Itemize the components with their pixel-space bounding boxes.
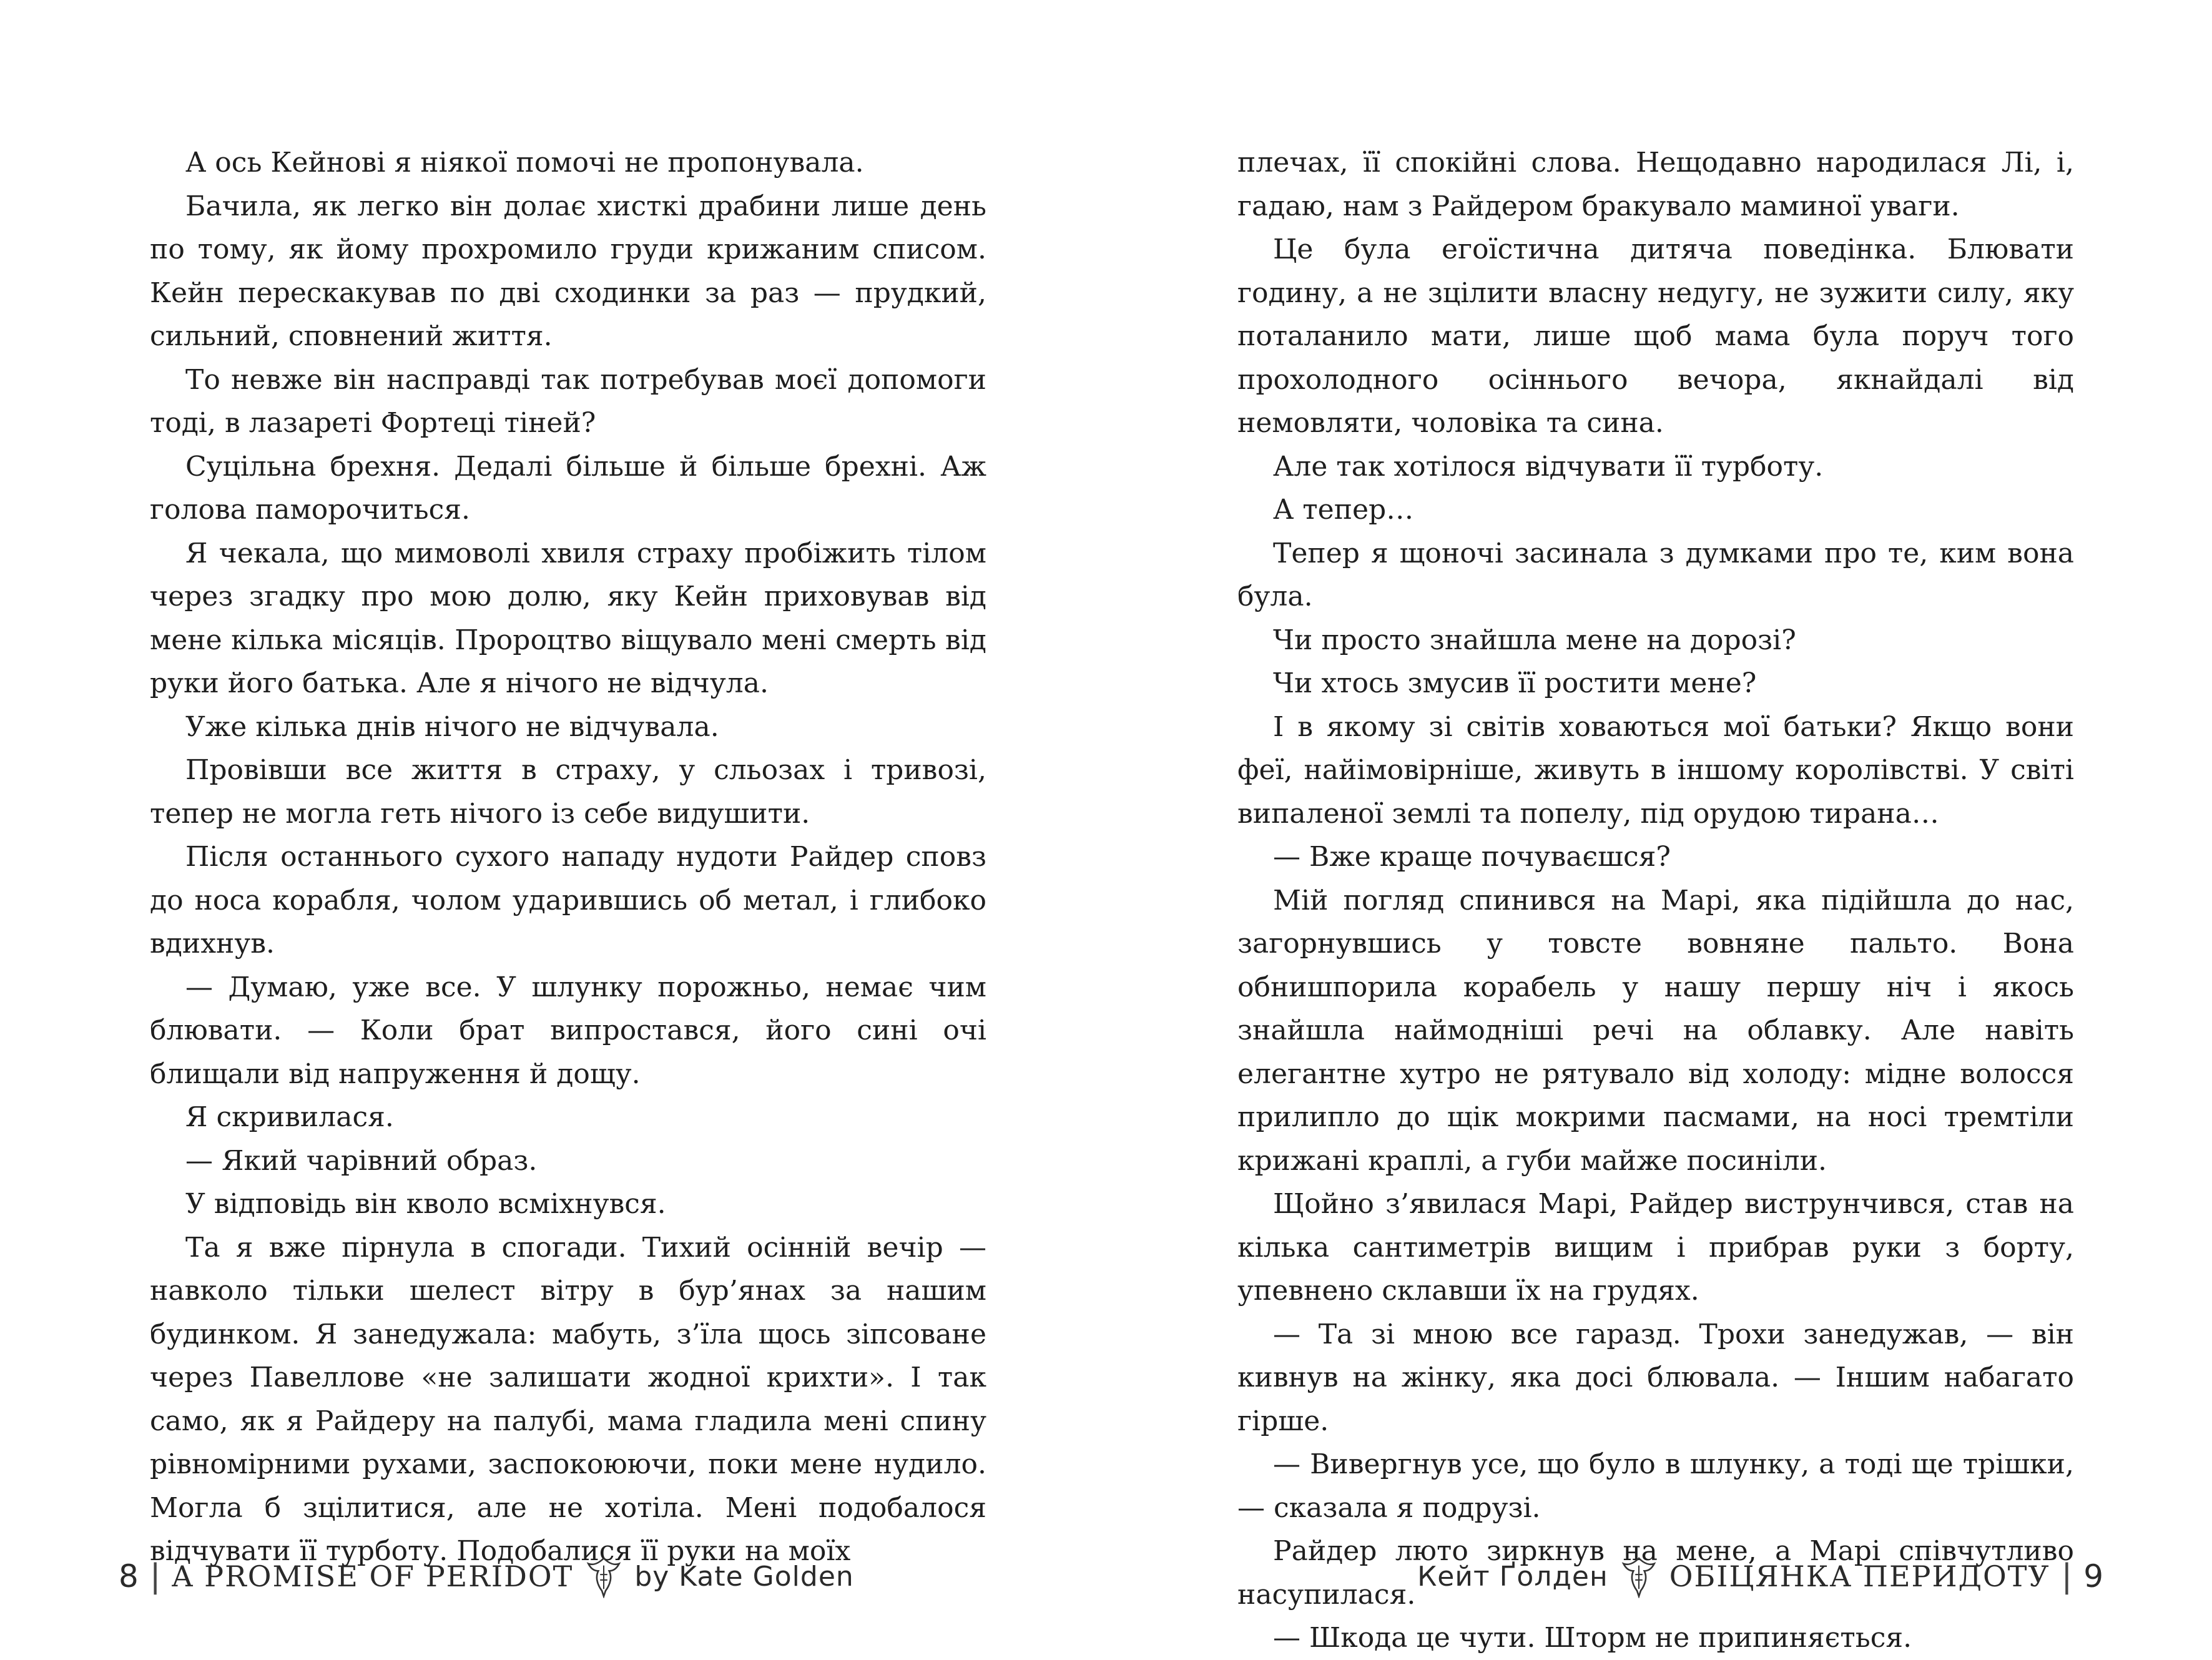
paragraph: Бачила, як легко він долає хисткі драбини лише день по тому, як йому прохромило груди крижаним списом. Кейн перескакував по дві сходинки за раз — прудкий, сильний, сповнений життя. bbox=[150, 190, 986, 352]
paragraph: Уже кілька днів нічого не відчувала. bbox=[185, 710, 719, 743]
paragraph: Райдер люто зиркнув на мене, а Марі співчутливо насупилася. bbox=[1237, 1535, 2074, 1611]
paragraph: Після останнього сухого нападу нудоти Райдер сповз до носа корабля, чолом ударившись об метал, і глибоко вдихнув. bbox=[150, 841, 986, 960]
right-page-body bbox=[1237, 141, 2074, 1660]
book-author: Кейт Ґолден bbox=[1417, 1560, 1608, 1593]
book-title: A PROMISE OF PERIDOT bbox=[172, 1559, 574, 1593]
paragraph: плечах, її спокійні слова. Нещодавно народилася Лі, і, гадаю, нам з Райдером бракувало маминої уваги. bbox=[1237, 147, 2074, 222]
paragraph: Я скривилася. bbox=[185, 1101, 394, 1133]
paragraph: — Вже краще почуваєшся? bbox=[1273, 841, 1671, 873]
paragraph: Чи хтось змусив її ростити мене? bbox=[1273, 667, 1757, 699]
book-author: by Kate Golden bbox=[634, 1560, 854, 1593]
paragraph: А ось Кейнові я ніякої помочі не пропонувала. bbox=[185, 147, 864, 179]
left-page-footer bbox=[119, 1551, 854, 1601]
dragon-emblem-icon bbox=[586, 1554, 622, 1598]
footer-separator: | bbox=[2061, 1558, 2073, 1595]
paragraph: Провівши все життя в страху, у сльозах і тривозі, тепер не могла геть нічого із себе видушити. bbox=[150, 754, 986, 830]
paragraph: Але так хотілося відчувати її турботу. bbox=[1273, 450, 1824, 483]
footer-separator: | bbox=[149, 1558, 161, 1595]
paragraph: — Шкода це чути. Шторм не припиняється. bbox=[1273, 1622, 1912, 1654]
paragraph: Мій погляд спинився на Марі, яка підійшла до нас, загорнувшись у товсте вовняне пальто. Вона обнишпорила корабель у нашу першу ніч і якось знайшла наймодніші речі на облавку. Але навіть елегантне хутро не рятувало від холоду: мідне волосся прилипло до щік мокрими пасмами, на носі тремтіли крижані краплі, а губи майже посиніли. bbox=[1237, 884, 2074, 1177]
paragraph: І в якому зі світів ховаються мої батьки? Якщо вони феї, найімовірніше, живуть в іншому королівстві. У світі випаленої землі та попелу, під орудою тирана… bbox=[1237, 710, 2074, 830]
paragraph: Тепер я щоночі засинала з думками про те, ким вона була. bbox=[1237, 537, 2074, 612]
paragraph: Це була егоїстична дитяча поведінка. Блювати годину, а не зцілити власну недугу, не зужити силу, яку поталанило мати, лише щоб мама була поруч того прохолодного осіннього вечора, якнайдалі від немовляти, чоловіка та сина. bbox=[1237, 233, 2074, 439]
page-number: 9 bbox=[2083, 1558, 2103, 1594]
paragraph: То невже він насправді так потребував моєї допомоги тоді, в лазареті Фортеці тіней? bbox=[150, 363, 986, 439]
paragraph: Я чекала, що мимоволі хвиля страху пробіжить тілом через згадку про мою долю, яку Кейн приховував від мене кілька місяців. Пророцтво віщувало мені смерть від руки його батька. Але я нічого не відчула. bbox=[150, 537, 986, 699]
paragraph: У відповідь він кволо всміхнувся. bbox=[185, 1188, 666, 1220]
paragraph: Суцільна брехня. Дедалі більше й більше брехні. Аж голова паморочиться. bbox=[150, 450, 986, 526]
paragraph: Чи просто знайшла мене на дорозі? bbox=[1273, 624, 1796, 656]
left-page-body bbox=[150, 141, 986, 1573]
paragraph: Щойно з’явилася Марі, Райдер виструнчився, став на кілька сантиметрів вищим і прибрав руки з борту, упевнено склавши їх на грудях. bbox=[1237, 1188, 2074, 1307]
paragraph: — Та зі мною все гаразд. Трохи занедужав, — він кивнув на жінку, яка досі блювала. — Іншим набагато гірше. bbox=[1237, 1318, 2074, 1437]
paragraph: А тепер… bbox=[1273, 494, 1414, 526]
paragraph: — Думаю, уже все. У шлунку порожньо, немає чим блювати. — Коли брат випростався, його сині очі блищали від напруження й дощу. bbox=[150, 971, 986, 1090]
paragraph: Та я вже пірнула в спогади. Тихий осінній вечір — навколо тільки шелест вітру в бур’янах за нашим будинком. Я занедужала: мабуть, з’їла щось зіпсоване через Павеллове «не залишати жодної крихти». І так само, як я Райдеру на палубі, мама гладила мені спину рівномірними рухами, заспокоюючи, поки мене нудило. Могла б зцілитися, але не хотіла. Мені подобалося відчувати її турботу. Подобалися її руки на моїх bbox=[150, 1231, 986, 1567]
right-page-footer bbox=[1417, 1551, 2103, 1601]
paragraph: — Вивергнув усе, що було в шлунку, а тоді ще трішки, — сказала я подрузі. bbox=[1237, 1448, 2074, 1524]
dragon-emblem-icon bbox=[1621, 1554, 1657, 1598]
book-title: ОБІЦЯНКА ПЕРИДОТУ bbox=[1669, 1559, 2050, 1593]
page-number: 8 bbox=[119, 1558, 139, 1594]
paragraph: — Який чарівний образ. bbox=[185, 1144, 538, 1177]
